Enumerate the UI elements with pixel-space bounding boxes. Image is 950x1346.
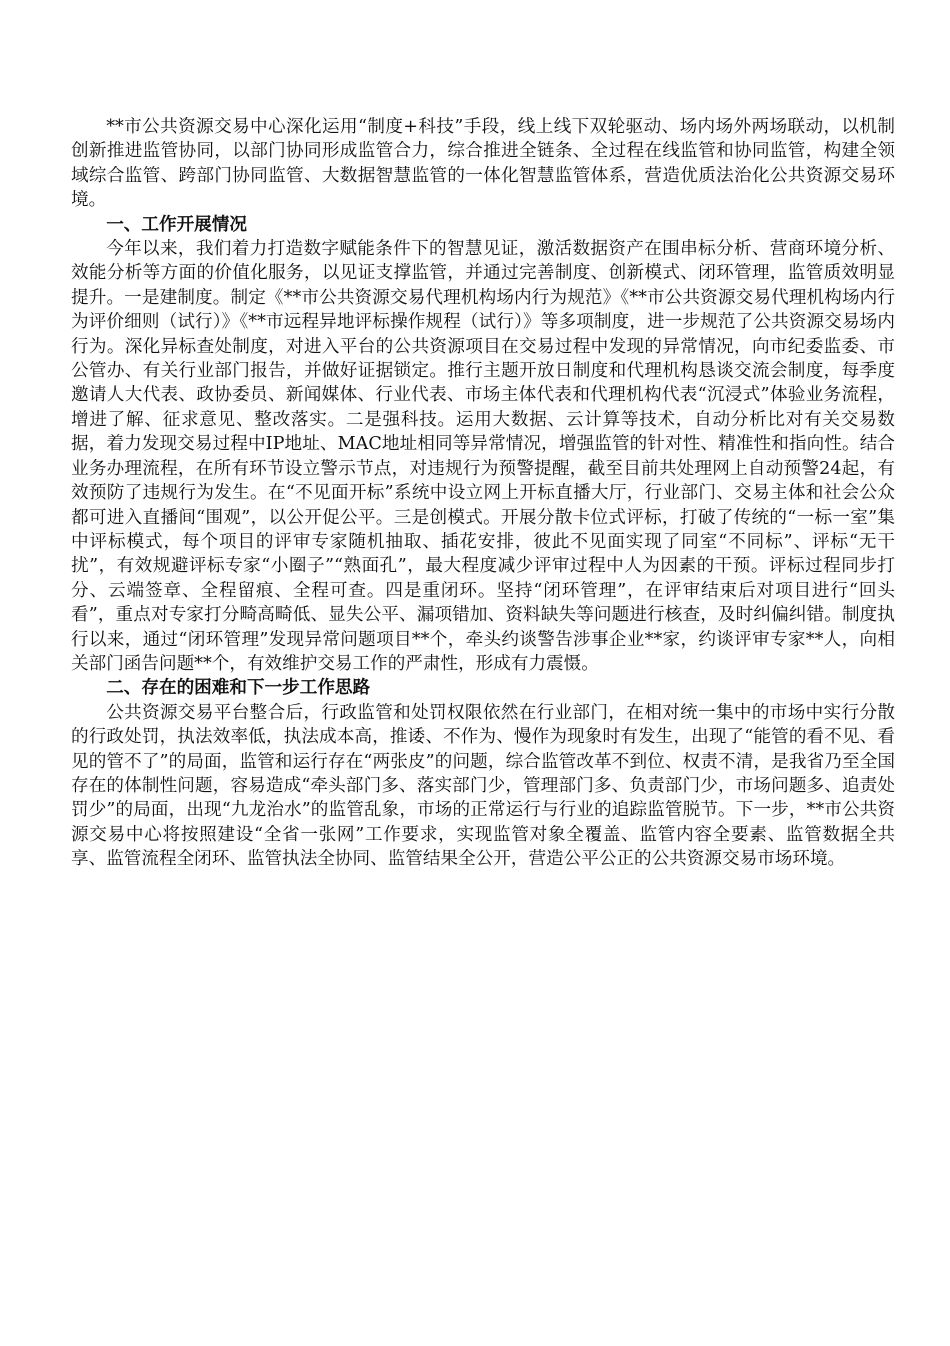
intro-paragraph: **市公共资源交易中心深化运用“制度+科技”手段，线上线下双轮驱动、场内场外两场联动，以机制创新推进监管协同，以部门协同形成监管合力，综合推进全链条、全过程在线监管和协同监管，构建全领域综合监管、跨部门协同监管、大数据智慧监管的一体化智慧监管体系，营造优质法治化公共资源交易环境。	[71, 117, 895, 211]
section-heading-difficulties-next-steps: 二、存在的困难和下一步工作思路	[106, 678, 371, 699]
section-paragraph-work-progress: 今年以来，我们着力打造数字赋能条件下的智慧见证，激活数据资产在围串标分析、营商环境分析、效能分析等方面的价值化服务，以见证支撑监管，并通过完善制度、创新模式、闭环管理，监管质效明显提升。一是建制度。制定《**市公共资源交易代理机构场内行为规范》《**市公共资源交易代理机构场内行为评价细则（试行）》《**市远程异地评标操作规程（试行）》等多项制度，进一步规范了公共资源交易场内行为。深化异标查处制度，对进入平台的公共资源项目在交易过程中发现的异常情况，向市纪委监委、市公管办、有关行业部门报告，并做好证据锁定。推行主题开放日制度和代理机构恳谈交流会制度，每季度邀请人大代表、政协委员、新闻媒体、行业代表、市场主体代表和代理机构代表“沉浸式”体验业务流程，增进了解、征求意见、整改落实。二是强科技。运用大数据、云计算等技术，自动分析比对有关交易数据，着力发现交易过程中IP地址、MAC地址相同等异常情况，增强监管的针对性、精准性和指向性。结合业务办理流程，在所有环节设立警示节点，对违规行为预警提醒，截至目前共处理网上自动预警24起，有效预防了违规行为发生。在“不见面开标”系统中设立网上开标直播大厅，行业部门、交易主体和社会公众都可进入直播间“围观”，以公开促公平。三是创模式。开展分散卡位式评标，打破了传统的“一标一室”集中评标模式，每个项目的评审专家随机抽取、插花安排，彼此不见面实现了同室“不同标”、评标“无干扰”，有效规避评标专家“小圈子”“熟面孔”，最大程度减少评审过程中人为因素的干预。评标过程同步打分、云端签章、全程留痕、全程可查。四是重闭环。坚持“闭环管理”，在评审结束后对项目进行“回头看”，重点对专家打分畸高畸低、显失公平、漏项错加、资料缺失等问题进行核查，及时纠偏纠错。制度执行以来，通过“闭环管理”发现异常问题项目**个，牵头约谈警告涉事企业**家，约谈评审专家**人，向相关部门函告问题**个，有效维护交易工作的严肃性，形成有力震慑。	[71, 239, 895, 674]
section-heading-work-progress: 一、工作开展情况	[106, 214, 247, 235]
document-body	[71, 115, 895, 872]
section-paragraph-difficulties-next-steps: 公共资源交易平台整合后，行政监管和处罚权限依然在行业部门，在相对统一集中的市场中实行分散的行政处罚，执法效率低，执法成本高，推诿、不作为、慢作为现象时有发生，出现了“能管的看不见、看见的管不了”的局面，监管和运行存在“两张皮”的问题，综合监管改革不到位、权责不清，是我省乃至全国存在的体制性问题，容易造成“牵头部门多、落实部门少，管理部门多、负责部门少，市场问题多、追责处罚少”的局面，出现“九龙治水”的监管乱象，市场的正常运行与行业的追踪监管脱节。下一步，**市公共资源交易中心将按照建设“全省一张网”工作要求，实现监管对象全覆盖、监管内容全要素、监管数据全共享、监管流程全闭环、监管执法全协同、监管结果全公开，营造公平公正的公共资源交易市场环境。	[71, 702, 895, 870]
